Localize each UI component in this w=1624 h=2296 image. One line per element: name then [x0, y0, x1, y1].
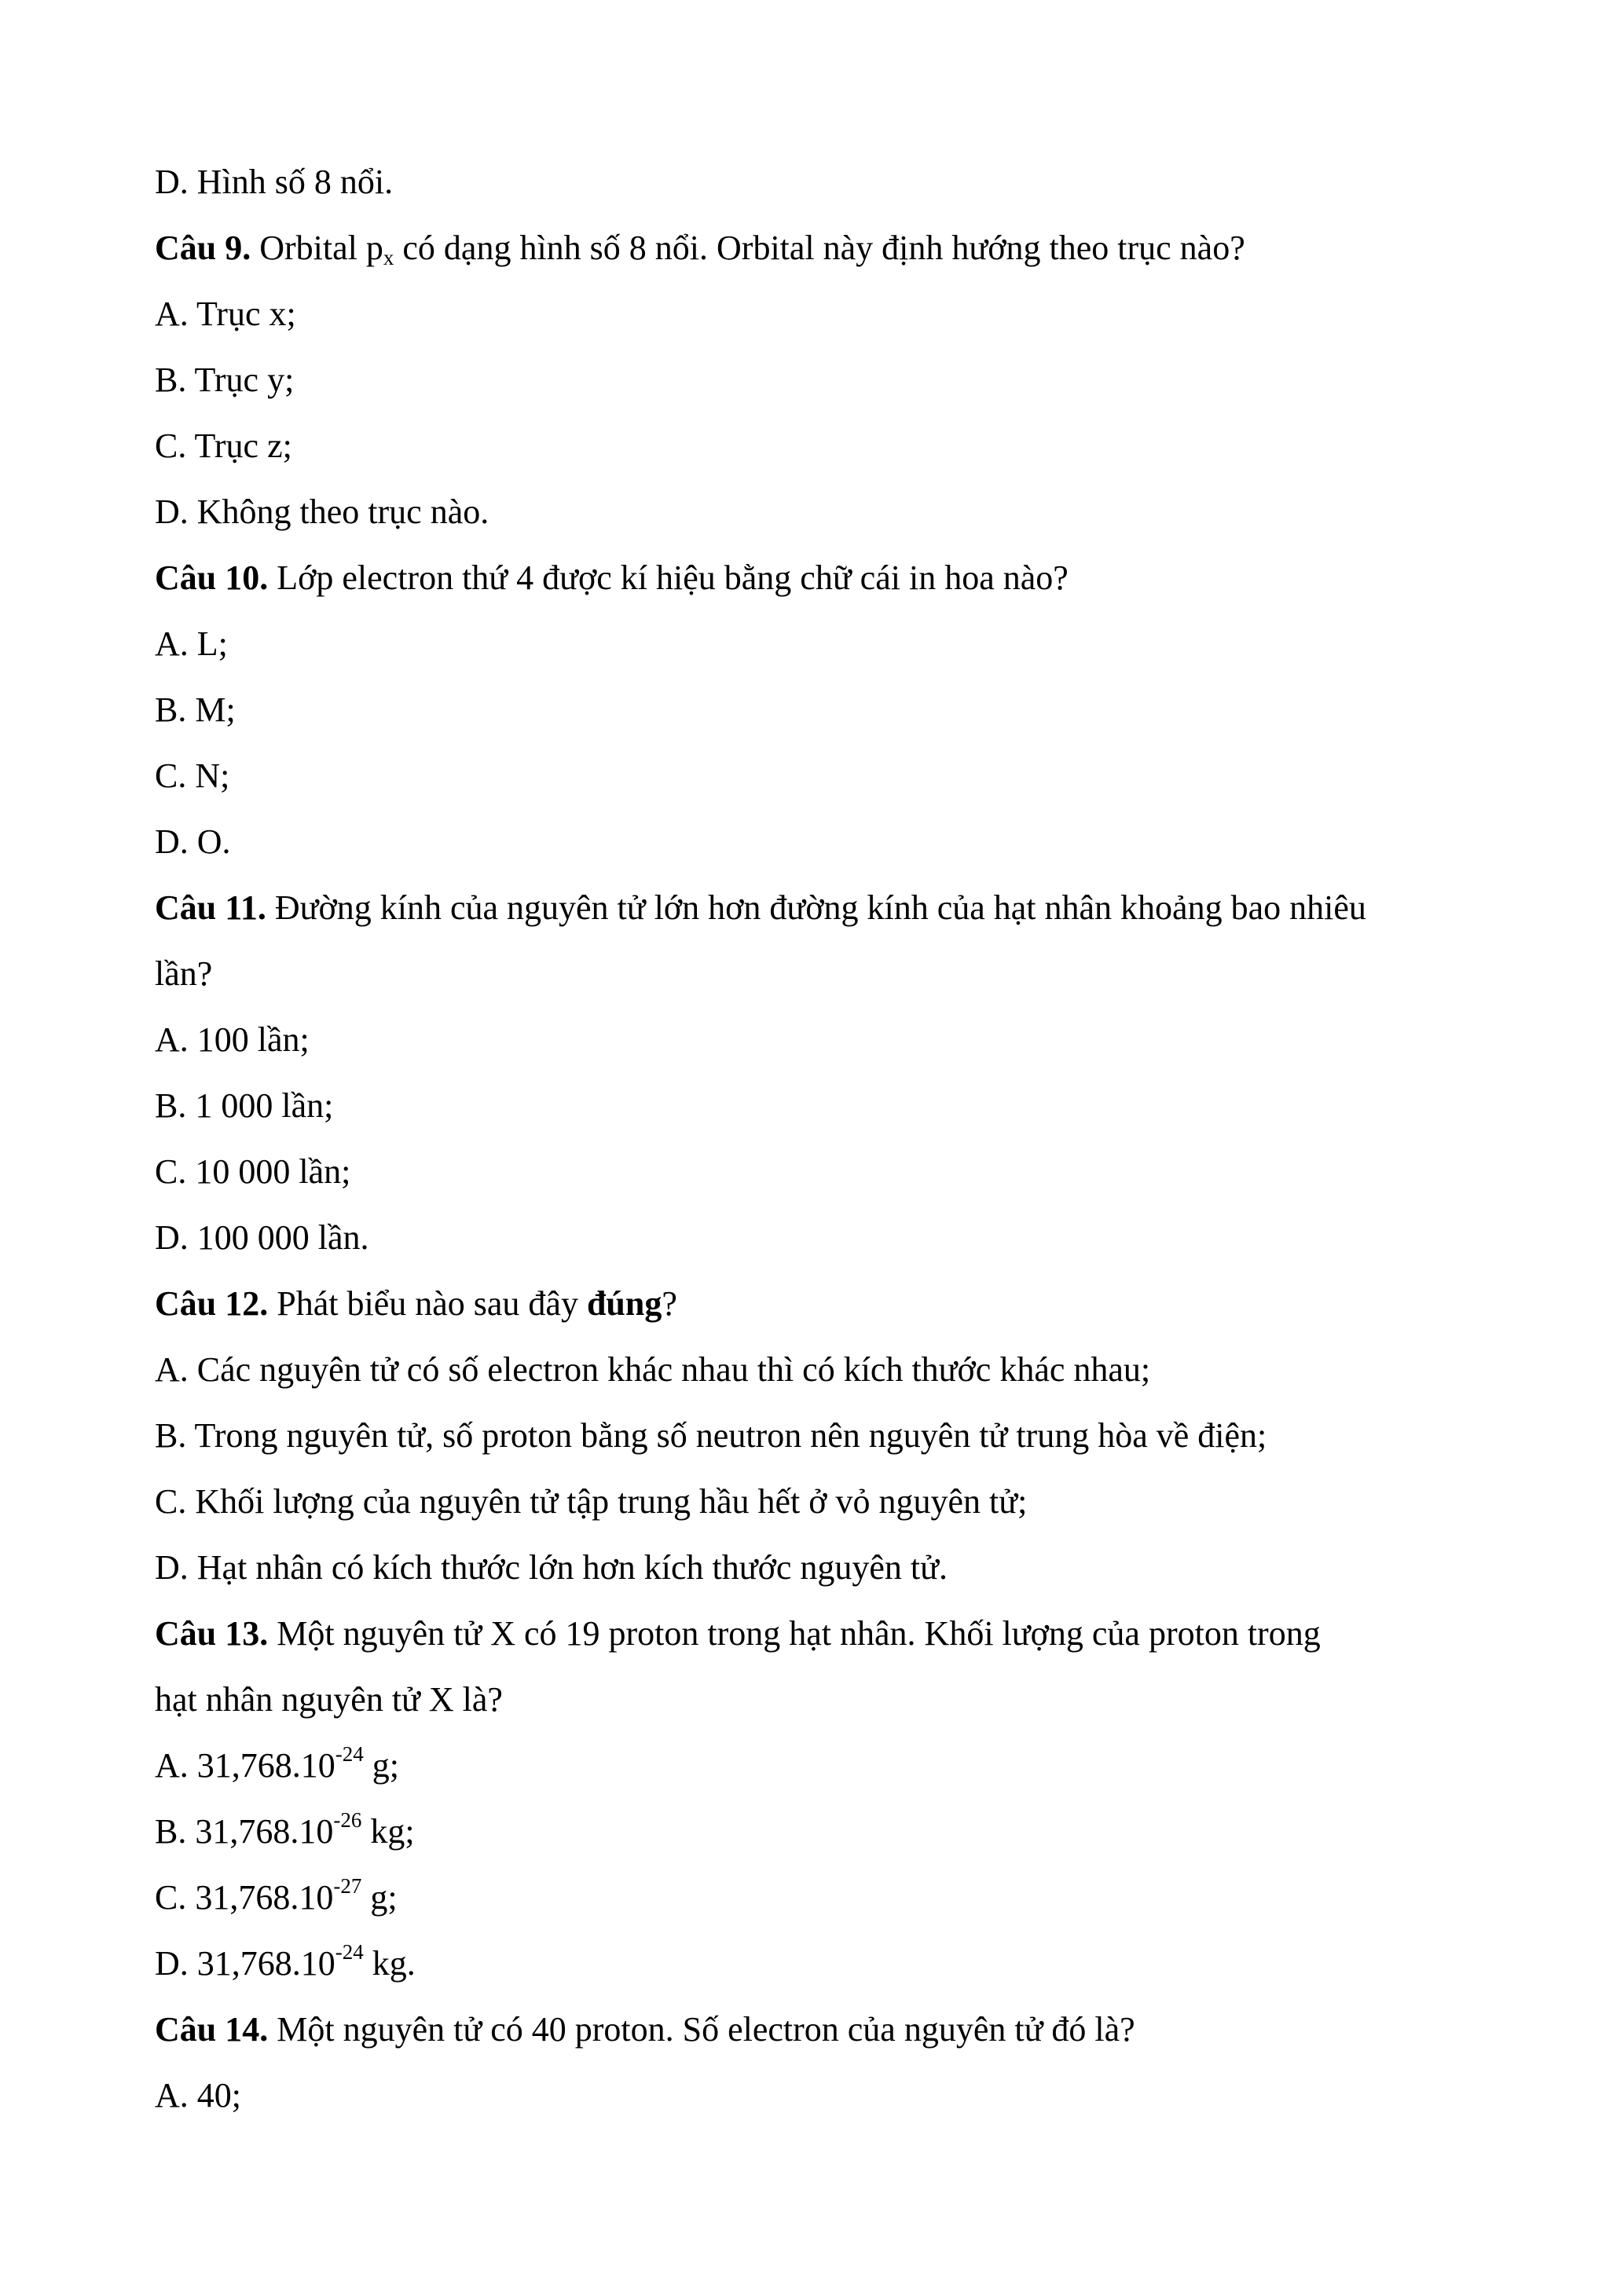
question-9-subscript: x [383, 246, 394, 269]
q11-option-d: D. 100 000 lần. [155, 1218, 369, 1257]
q10-option-d: D. O. [155, 822, 231, 861]
question-14 [155, 1997, 1490, 2063]
question-9-label: Câu 9. [155, 229, 251, 267]
question-11 [155, 875, 1490, 941]
q13-option-c-exponent: -27 [333, 1874, 362, 1898]
q12-option-a: A. Các nguyên tử có số electron khác nhau thì có kích thước khác nhau; [155, 1350, 1151, 1389]
q9-option-c: C. Trục z; [155, 427, 292, 465]
question-10 [155, 545, 1490, 611]
question-11-label: Câu 11. [155, 888, 266, 927]
q9-option-b: B. Trục y; [155, 361, 295, 399]
q13-option-a-base: A. 31,768.10 [155, 1746, 335, 1785]
q13-option-a-exponent: -24 [335, 1742, 364, 1766]
question-10-text: Lớp electron thứ 4 được kí hiệu bằng chữ cái in hoa nào? [268, 558, 1069, 597]
q13-option-b-unit: kg; [361, 1812, 415, 1851]
q13-option-d-unit: kg. [363, 1944, 416, 1983]
question-9-text-before: Orbital p [251, 229, 383, 267]
question-13 [155, 1601, 1490, 1667]
q13-option-b [155, 1799, 1490, 1865]
question-12-text-after: ? [662, 1284, 677, 1323]
q12-option-b: B. Trong nguyên tử, số proton bằng số neutron nên nguyên tử trung hòa về điện; [155, 1416, 1267, 1455]
q13-option-d-base: D. 31,768.10 [155, 1944, 335, 1983]
q13-option-a-unit: g; [363, 1746, 400, 1785]
q13-option-c [155, 1865, 1490, 1931]
q14-option-a: A. 40; [155, 2076, 241, 2115]
q13-option-c-unit: g; [361, 1878, 398, 1917]
question-14-text: Một nguyên tử có 40 proton. Số electron của nguyên tử đó là? [268, 2010, 1135, 2049]
question-10-label: Câu 10. [155, 558, 269, 597]
question-11-text-line1: Đường kính của nguyên tử lớn hơn đường kính của hạt nhân khoảng bao nhiêu [266, 888, 1366, 927]
q13-option-d [155, 1931, 1490, 1997]
q8-option-d: D. Hình số 8 nổi. [155, 163, 394, 201]
q12-option-c: C. Khối lượng của nguyên tử tập trung hầu hết ở vỏ nguyên tử; [155, 1482, 1028, 1521]
q10-option-c: C. N; [155, 756, 230, 795]
question-12 [155, 1271, 1490, 1337]
q11-option-a: A. 100 lần; [155, 1020, 310, 1059]
question-list [155, 149, 1490, 2129]
question-11-text-line2: lần? [155, 954, 213, 993]
question-14-label: Câu 14. [155, 2010, 269, 2049]
q13-option-a [155, 1733, 1490, 1799]
q13-option-b-base: B. 31,768.10 [155, 1812, 334, 1851]
q10-option-b: B. M; [155, 690, 236, 729]
q10-option-a: A. L; [155, 624, 228, 663]
q11-option-c: C. 10 000 lần; [155, 1152, 351, 1191]
q13-option-b-exponent: -26 [333, 1808, 362, 1832]
q13-option-d-exponent: -24 [335, 1940, 364, 1964]
q9-option-d: D. Không theo trục nào. [155, 493, 489, 531]
q11-option-b: B. 1 000 lần; [155, 1086, 334, 1125]
question-9 [155, 215, 1490, 281]
question-12-label: Câu 12. [155, 1284, 269, 1323]
question-12-text-before: Phát biểu nào sau đây [268, 1284, 587, 1323]
question-13-text-line2: hạt nhân nguyên tử X là? [155, 1680, 503, 1719]
question-9-text-after: có dạng hình số 8 nổi. Orbital này định hướng theo trục nào? [394, 229, 1245, 267]
q13-option-c-base: C. 31,768.10 [155, 1878, 334, 1917]
q12-option-d: D. Hạt nhân có kích thước lớn hơn kích thước nguyên tử. [155, 1548, 948, 1587]
question-12-emphasis: đúng [586, 1284, 662, 1323]
q9-option-a: A. Trục x; [155, 295, 296, 333]
question-13-text-line1: Một nguyên tử X có 19 proton trong hạt nhân. Khối lượng của proton trong [268, 1614, 1321, 1653]
question-13-label: Câu 13. [155, 1614, 269, 1653]
